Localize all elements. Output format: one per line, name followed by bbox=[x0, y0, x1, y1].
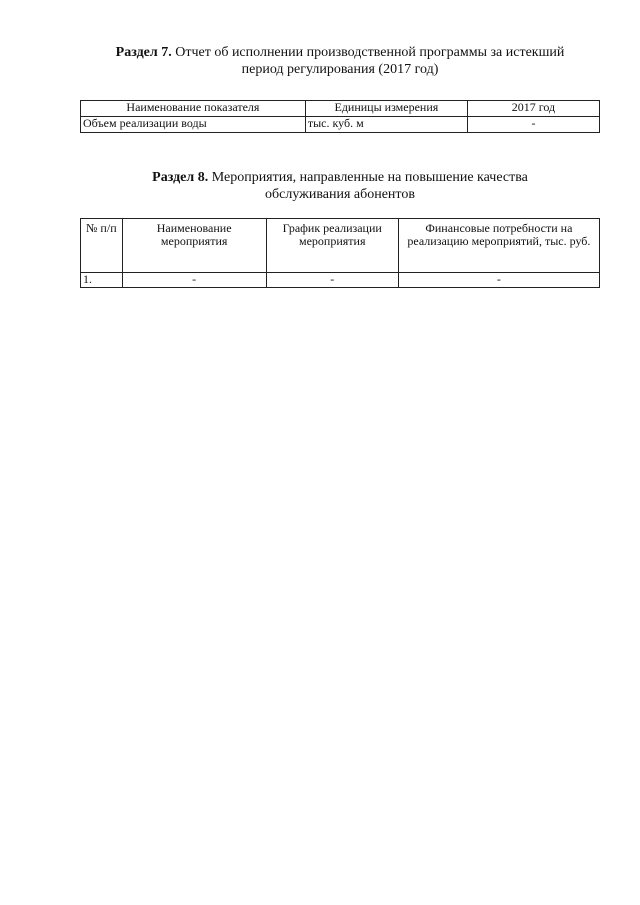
section8-heading bbox=[80, 169, 600, 203]
cell-schedule: - bbox=[266, 273, 398, 288]
column-header-financial-needs: Финансовые потребности на реализацию мероприятий, тыс. руб. bbox=[398, 219, 599, 273]
column-header-units: Единицы измерения bbox=[305, 101, 467, 117]
section7-label: Раздел 7. bbox=[115, 45, 172, 60]
section8-title-line2: обслуживания абонентов bbox=[265, 187, 415, 202]
table-header-row bbox=[81, 219, 600, 273]
column-header-schedule: График реализации мероприятия bbox=[266, 219, 398, 273]
column-header-indicator: Наименование показателя bbox=[81, 101, 306, 117]
cell-units: тыс. куб. м bbox=[305, 117, 467, 133]
table-row bbox=[81, 117, 600, 133]
table-header-row bbox=[81, 101, 600, 117]
cell-measure-name: - bbox=[122, 273, 266, 288]
section7-title-line2: период регулирования (2017 год) bbox=[241, 62, 439, 77]
section8-table bbox=[80, 218, 600, 288]
cell-financial-needs: - bbox=[398, 273, 599, 288]
section8-label: Раздел 8. bbox=[152, 170, 209, 185]
section7-table bbox=[80, 100, 600, 133]
column-header-number: № п/п bbox=[81, 219, 123, 273]
cell-indicator: Объем реализации воды bbox=[81, 117, 306, 133]
table-row bbox=[81, 273, 600, 288]
section7-title-line1: Отчет об исполнении производственной программы за истекший bbox=[171, 45, 565, 60]
cell-number: 1. bbox=[81, 273, 123, 288]
section7-heading bbox=[80, 44, 600, 78]
section8-title-line1: Мероприятия, направленные на повышение качества bbox=[208, 170, 528, 185]
cell-year-value: - bbox=[467, 117, 599, 133]
column-header-year: 2017 год bbox=[467, 101, 599, 117]
column-header-measure-name: Наименование мероприятия bbox=[122, 219, 266, 273]
